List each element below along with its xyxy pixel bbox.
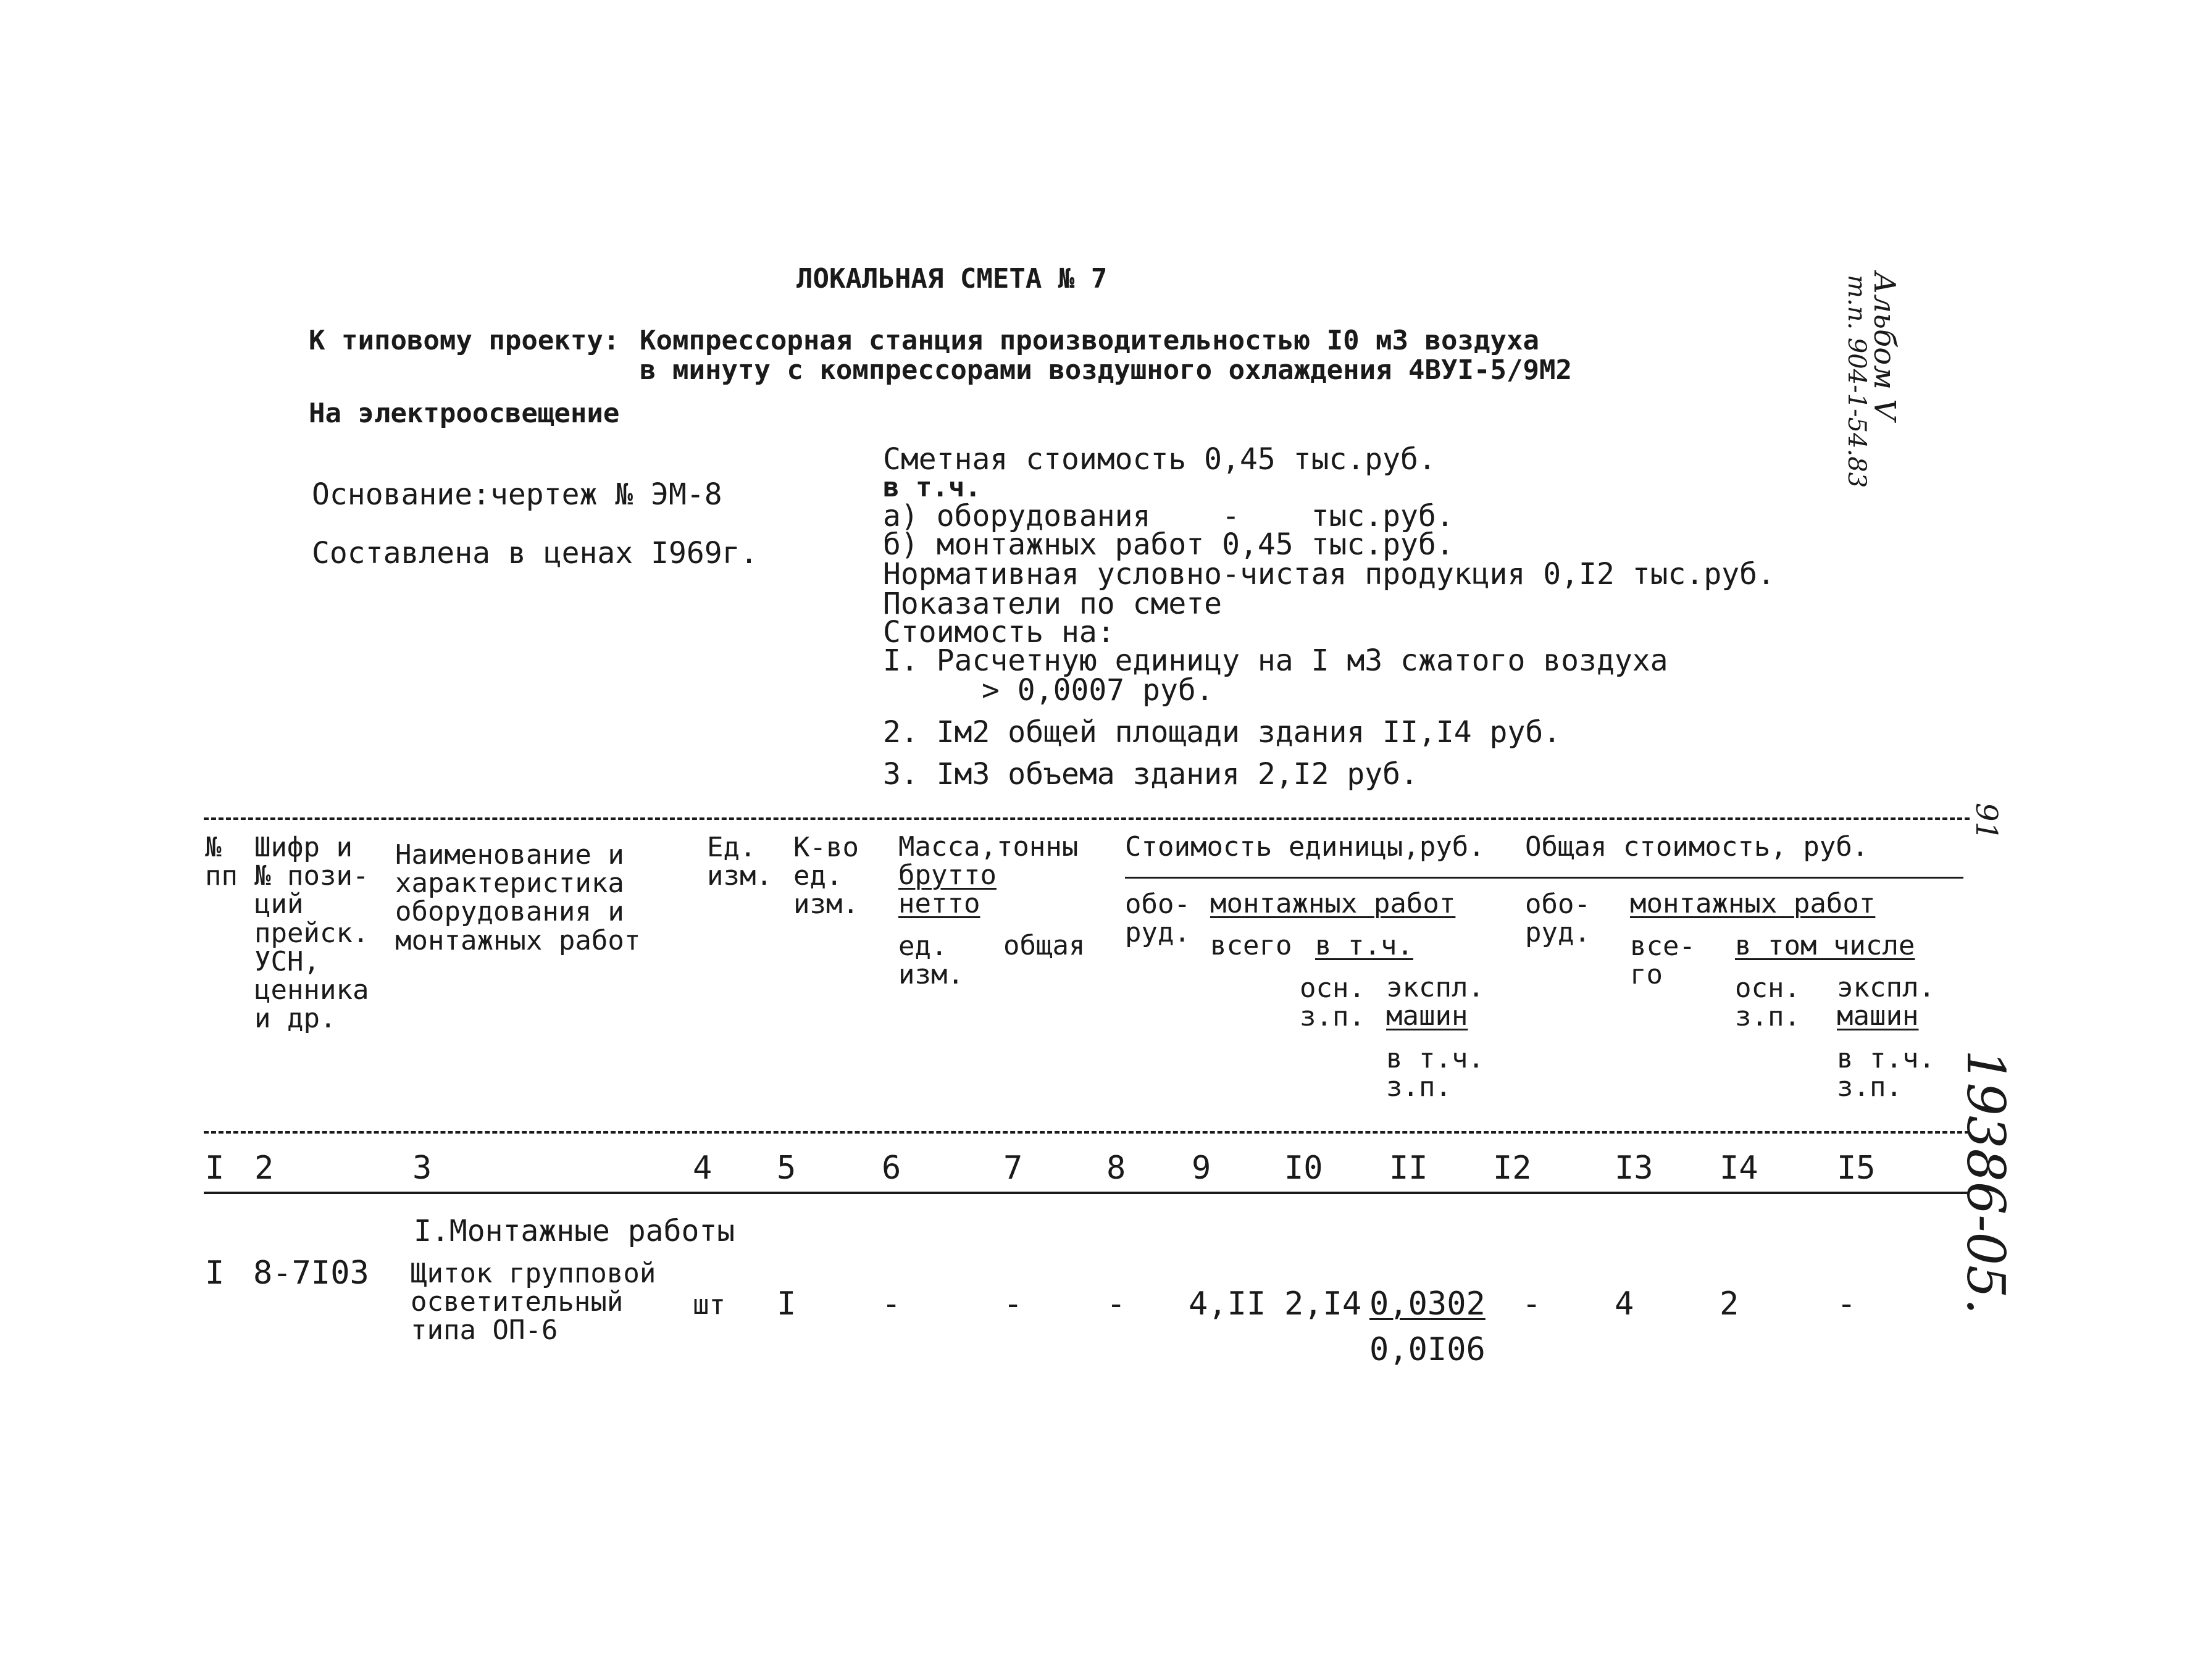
header-mont-unit: монтажных работ xyxy=(1210,888,1456,919)
total-cost-rule xyxy=(1525,877,1963,879)
page-number: 91 xyxy=(1969,803,2004,841)
table-top-rule xyxy=(204,817,1970,820)
header-mach-total: экспл. xyxy=(1837,972,1935,1003)
cost-total: Сметная стоимость 0,45 тыс.руб. xyxy=(883,442,1436,477)
colnum-15: I5 xyxy=(1837,1150,1876,1187)
cell-mass-unit: - xyxy=(882,1285,901,1323)
header-total-all: все- го xyxy=(1630,930,1695,991)
cell-osn-total: 2 xyxy=(1720,1285,1739,1323)
colnum-12: I2 xyxy=(1493,1150,1532,1187)
header-brutto: брутто xyxy=(898,859,997,891)
header-vtch: в т.ч. xyxy=(1315,930,1413,961)
header-mach-zp-unit: в т.ч. з.п. xyxy=(1386,1043,1484,1103)
header-mach-unit-b: машин xyxy=(1386,1000,1468,1032)
colnum-10: I0 xyxy=(1284,1150,1323,1187)
colnum-9: 9 xyxy=(1192,1150,1211,1187)
header-mass-total: общая xyxy=(1003,930,1085,961)
colnum-14: I4 xyxy=(1720,1150,1758,1187)
header-mont-total: монтажных работ xyxy=(1630,888,1876,919)
header-unit-cost: Стоимость единицы,руб. xyxy=(1125,831,1485,863)
colnum-7: 7 xyxy=(1003,1150,1023,1187)
section-label: На электроосвещение xyxy=(309,398,620,429)
prices-text: Составлена в ценах I969г. xyxy=(312,536,758,570)
cell-code: 8-7I03 xyxy=(253,1255,369,1292)
indicator-3: 3. Iм3 объема здания 2,I2 руб. xyxy=(883,757,1418,792)
album-note: Альбом V xyxy=(1867,272,1902,420)
header-mach-total-b: машин xyxy=(1837,1000,1919,1032)
cell-total-unit: 4,II xyxy=(1189,1285,1266,1323)
cost-equipment: а) оборудования - тыс.руб. xyxy=(883,499,1454,533)
header-total-unit: всего xyxy=(1210,930,1292,961)
unit-cost-rule xyxy=(1125,877,1526,879)
header-unit: Ед. изм. xyxy=(707,832,772,892)
cell-unit: шт xyxy=(693,1289,725,1321)
header-num: № пп xyxy=(205,832,238,892)
header-total-cost: Общая стоимость, руб. xyxy=(1525,831,1869,863)
header-equip-unit: обо- руд. xyxy=(1125,888,1190,949)
indicator-2: 2. Iм2 общей площади здания II,I4 руб. xyxy=(883,715,1561,750)
header-mass-unit: ед. изм. xyxy=(898,930,964,991)
header-equip-total: обо- руд. xyxy=(1525,888,1590,949)
cell-qty: I xyxy=(777,1285,796,1323)
cell-equip-unit: - xyxy=(1106,1285,1126,1323)
basis-text: Основание:чертеж № ЭМ-8 xyxy=(312,477,722,512)
cost-normative: Нормативная условно-чистая продукция 0,I2 тыс.руб. xyxy=(883,557,1775,591)
document-title: ЛОКАЛЬНАЯ СМЕТА № 7 xyxy=(796,263,1108,295)
section-heading: I.Монтажные работы xyxy=(414,1214,735,1248)
header-netto: нетто xyxy=(898,888,980,919)
header-vtom: в том числе xyxy=(1735,930,1915,961)
colnum-11: II xyxy=(1389,1150,1428,1187)
colnum-5: 5 xyxy=(777,1150,796,1187)
header-name: Наименование и характеристика оборудования и монтажных работ xyxy=(395,839,641,956)
project-line-2: в минуту с компрессорами воздушного охлаждения 4ВУI-5/9М2 xyxy=(640,354,1572,386)
project-label: К типовому проекту: xyxy=(309,325,620,356)
indicator-1: I. Расчетную единицу на I м3 сжатого воздуха xyxy=(883,643,1668,678)
header-mach-zp-total: в т.ч. з.п. xyxy=(1837,1043,1935,1103)
header-mass: Масса,тонны xyxy=(898,831,1079,863)
colnum-4: 4 xyxy=(693,1150,713,1187)
colnum-3: 3 xyxy=(412,1150,432,1187)
header-osn-unit: осн. з.п. xyxy=(1300,972,1365,1033)
header-osn-total: осн. з.п. xyxy=(1735,972,1800,1033)
colnum-rule xyxy=(204,1192,1970,1194)
cell-osn-unit: 2,I4 xyxy=(1284,1285,1362,1323)
header-code: Шифр и № пози- ций прейск. УСН, ценника и др. xyxy=(254,832,369,1035)
cell-mach-total: - xyxy=(1837,1285,1857,1323)
cost-on: Стоимость на: xyxy=(883,615,1115,650)
indicators-title: Показатели по смете xyxy=(883,587,1222,621)
cell-equip-total: - xyxy=(1522,1285,1542,1323)
cell-mont-total: 4 xyxy=(1615,1285,1634,1323)
project-line-1: Компрессорная станция производительностью I0 м3 воздуха xyxy=(640,325,1539,356)
indicator-1-value: > 0,0007 руб. xyxy=(982,673,1214,708)
colnum-8: 8 xyxy=(1106,1150,1126,1187)
cost-incl: в т.ч. xyxy=(883,472,981,503)
cell-mass-total: - xyxy=(1003,1285,1023,1323)
cell-num: I xyxy=(205,1255,225,1292)
tp-note: т.п. 904-1-54.83 xyxy=(1842,275,1871,488)
colnum-1: I xyxy=(205,1150,225,1187)
cell-mach-unit: 0,0302 xyxy=(1369,1285,1486,1323)
header-qty: К-во ед. изм. xyxy=(793,832,859,921)
archive-code: 19386-05. xyxy=(1955,1050,2016,1315)
cell-name: Щиток групповой осветительный типа ОП-6 xyxy=(411,1258,656,1347)
colnum-2: 2 xyxy=(254,1150,274,1187)
header-bottom-rule xyxy=(204,1131,1970,1134)
colnum-6: 6 xyxy=(882,1150,901,1187)
cost-installation: б) монтажных работ 0,45 тыс.руб. xyxy=(883,527,1454,562)
colnum-13: I3 xyxy=(1615,1150,1653,1187)
cell-mach-zp-unit: 0,0I06 xyxy=(1369,1331,1486,1368)
header-mach-unit: экспл. xyxy=(1386,972,1484,1003)
